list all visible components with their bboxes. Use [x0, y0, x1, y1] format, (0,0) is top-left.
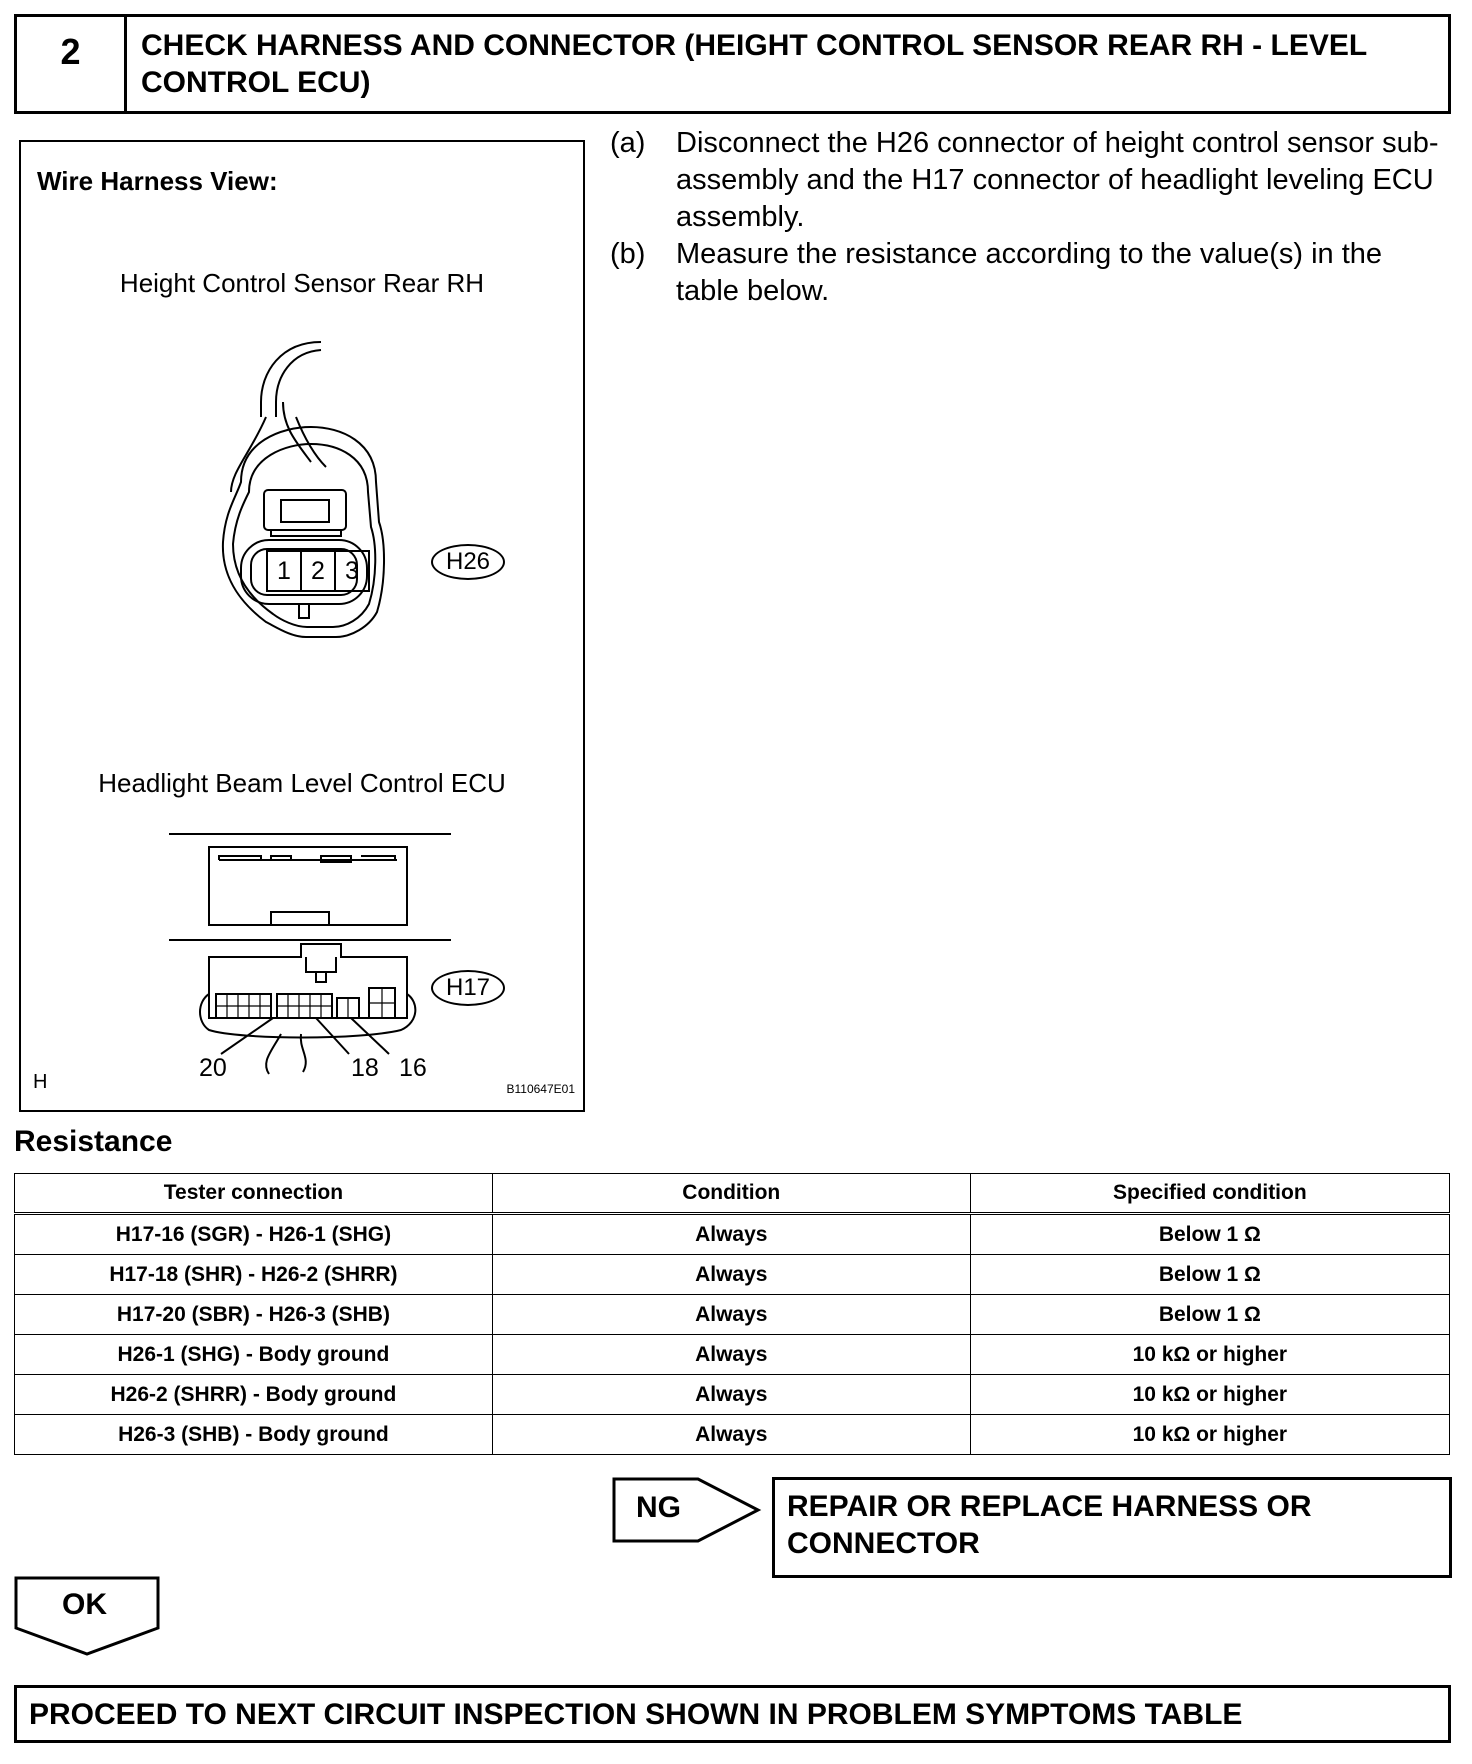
ok-label: OK	[62, 1588, 107, 1621]
specified-condition-cell: Below 1 Ω	[970, 1295, 1449, 1335]
table-row	[15, 1415, 1450, 1455]
table-row	[15, 1295, 1450, 1335]
sensor-label: Height Control Sensor Rear RH	[119, 268, 485, 298]
figure-corner-mark: H	[33, 1071, 48, 1093]
step-header	[14, 14, 1451, 114]
proceed-box: PROCEED TO NEXT CIRCUIT INSPECTION SHOWN IN PROBLEM SYMPTOMS TABLE	[14, 1685, 1451, 1743]
wire-harness-figure	[19, 140, 585, 1112]
ecu-pin-label-18: 18	[351, 1054, 379, 1082]
ecu-pin-label-20: 20	[199, 1054, 227, 1082]
figure-code: B110647E01	[506, 1082, 575, 1096]
instruction-marker: (a)	[610, 127, 646, 159]
ecu-connector-diagram	[161, 822, 461, 1092]
tester-connection-cell: H17-20 (SBR) - H26-3 (SHB)	[15, 1295, 493, 1335]
sensor-connector-id: H26	[431, 544, 505, 580]
ng-arrow	[612, 1477, 762, 1548]
ecu-label: Headlight Beam Level Control ECU	[98, 768, 506, 798]
figure-title: Wire Harness View:	[37, 166, 278, 196]
sensor-pin-1: 1	[268, 552, 302, 590]
table-header-row	[15, 1174, 1450, 1214]
column-header: Tester connection	[15, 1174, 493, 1214]
table-row	[15, 1214, 1450, 1255]
ecu-pin-label-16: 16	[399, 1054, 427, 1082]
condition-cell: Always	[492, 1415, 970, 1455]
sensor-pin-2: 2	[302, 552, 336, 590]
table-row	[15, 1375, 1450, 1415]
table-row	[15, 1255, 1450, 1295]
column-header: Specified condition	[970, 1174, 1449, 1214]
ng-label: NG	[636, 1491, 681, 1524]
instruction-marker: (b)	[610, 238, 646, 270]
resistance-table	[14, 1173, 1450, 1455]
sensor-pin-face	[266, 550, 370, 592]
tester-connection-cell: H17-18 (SHR) - H26-2 (SHRR)	[15, 1255, 493, 1295]
instruction-text: Disconnect the H26 connector of height control sensor sub-assembly and the H17 connector of headlight leveling ECU assembly.	[676, 127, 1439, 233]
tester-connection-cell: H26-3 (SHB) - Body ground	[15, 1415, 493, 1455]
condition-cell: Always	[492, 1335, 970, 1375]
resistance-heading: Resistance	[14, 1125, 173, 1158]
instructions	[610, 125, 1450, 310]
specified-condition-cell: Below 1 Ω	[970, 1214, 1449, 1255]
sensor-pin-3: 3	[345, 556, 359, 585]
specified-condition-cell: 10 kΩ or higher	[970, 1415, 1449, 1455]
specified-condition-cell: 10 kΩ or higher	[970, 1375, 1449, 1415]
tester-connection-cell: H17-16 (SGR) - H26-1 (SHG)	[15, 1214, 493, 1255]
specified-condition-cell: 10 kΩ or higher	[970, 1335, 1449, 1375]
instruction-item	[610, 236, 1450, 310]
ng-result-box: REPAIR OR REPLACE HARNESS OR CONNECTOR	[772, 1477, 1452, 1578]
tester-connection-cell: H26-2 (SHRR) - Body ground	[15, 1375, 493, 1415]
instruction-item	[610, 125, 1450, 236]
condition-cell: Always	[492, 1255, 970, 1295]
condition-cell: Always	[492, 1214, 970, 1255]
ok-arrow	[14, 1576, 162, 1663]
condition-cell: Always	[492, 1295, 970, 1335]
tester-connection-cell: H26-1 (SHG) - Body ground	[15, 1335, 493, 1375]
condition-cell: Always	[492, 1375, 970, 1415]
step-title: CHECK HARNESS AND CONNECTOR (HEIGHT CONTROL SENSOR REAR RH - LEVEL CONTROL ECU)	[141, 29, 1367, 99]
ecu-connector-id: H17	[431, 970, 505, 1006]
table-row	[15, 1335, 1450, 1375]
instruction-text: Measure the resistance according to the value(s) in the table below.	[676, 238, 1383, 307]
specified-condition-cell: Below 1 Ω	[970, 1255, 1449, 1295]
ng-arrow-shape	[612, 1477, 762, 1543]
column-header: Condition	[492, 1174, 970, 1214]
step-number: 2	[17, 17, 127, 111]
sensor-connector-diagram	[201, 332, 521, 662]
